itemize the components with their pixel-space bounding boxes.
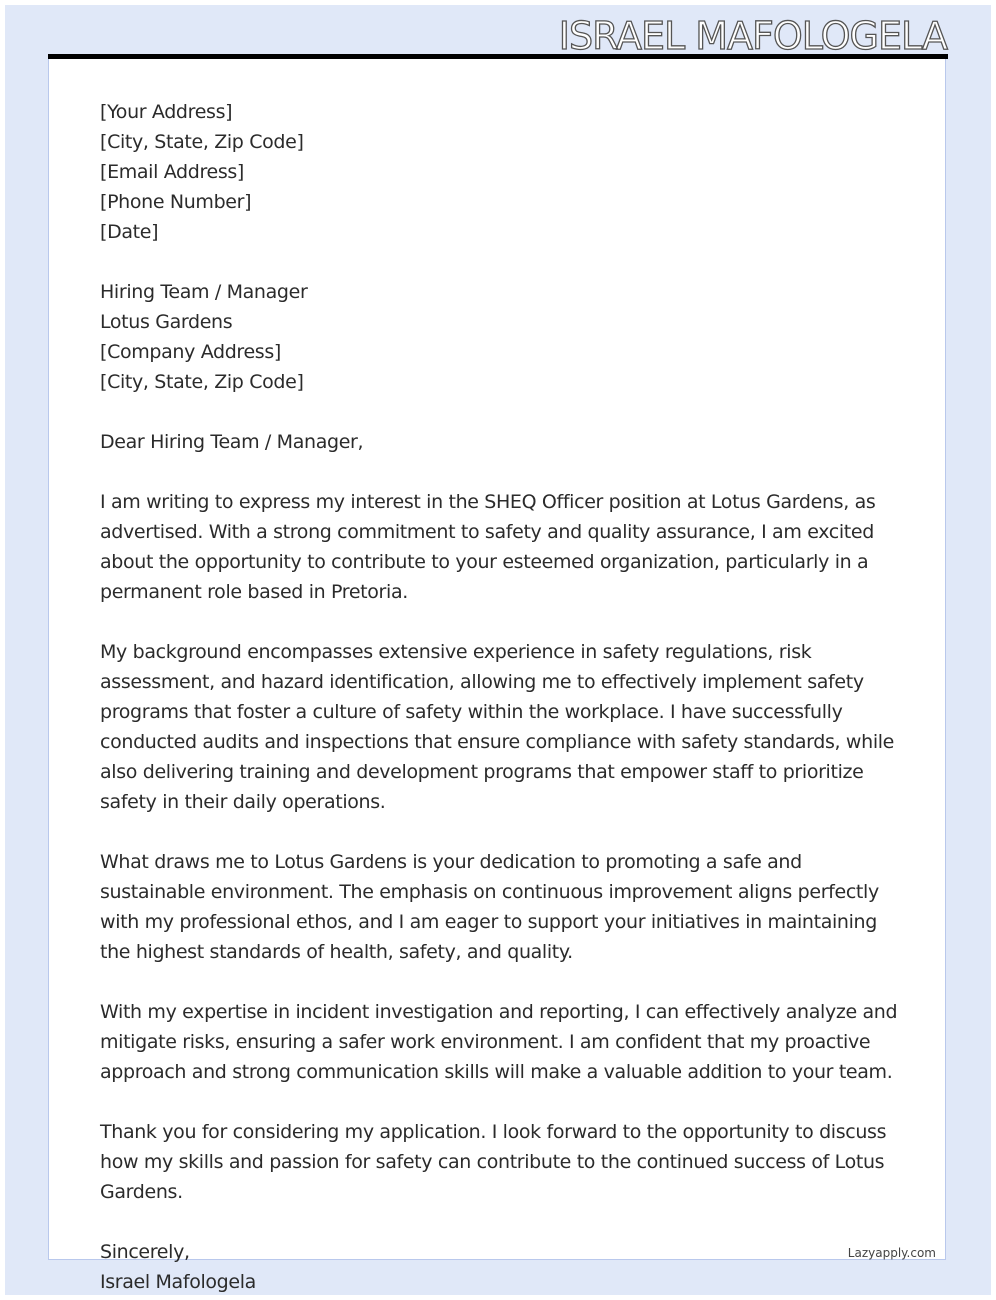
recipient-company: Lotus Gardens: [100, 311, 233, 333]
recipient-city: [City, State, Zip Code]: [100, 371, 304, 393]
letter-date: [Date]: [100, 221, 159, 243]
paragraph-intro: I am writing to express my interest in the SHEQ Officer position at Lotus Gardens, as advertised. With a strong commitment to safety and quality assurance, I am excited about the opportunity to contribute to your esteemed organization, particularly in a permanent role based in Pretoria.: [100, 491, 876, 603]
sender-email: [Email Address]: [100, 161, 244, 183]
sender-city: [City, State, Zip Code]: [100, 131, 304, 153]
paragraph-closing: Thank you for considering my application. I look forward to the opportunity to discuss how my skills and passion for safety can contribute to the continued success of Lotus Gardens.: [100, 1121, 887, 1203]
sender-block: [100, 97, 900, 247]
recipient-block: [100, 277, 900, 397]
signoff: Sincerely,: [100, 1241, 190, 1263]
cover-letter-body: [100, 97, 900, 1297]
watermark-text: Lazyapply.com: [847, 1246, 936, 1260]
salutation: Dear Hiring Team / Manager,: [100, 431, 364, 453]
sender-phone: [Phone Number]: [100, 191, 252, 213]
paragraph-background: My background encompasses extensive experience in safety regulations, risk assessment, and hazard identification, allowing me to effectively implement safety programs that foster a culture of safety within the workplace. I have successfully conducted audits and inspections that ensure compliance with safety standards, while also delivering training and development programs that empower staff to prioritize safety in their daily operations.: [100, 641, 895, 813]
applicant-name-heading: ISRAEL MAFOLOGELA: [558, 14, 947, 58]
sender-address: [Your Address]: [100, 101, 233, 123]
recipient-address: [Company Address]: [100, 341, 281, 363]
paragraph-expertise: With my expertise in incident investigation and reporting, I can effectively analyze and mitigate risks, ensuring a safer work environment. I am confident that my proactive approach and strong communication skills will make a valuable addition to your team.: [100, 1001, 898, 1083]
recipient-title: Hiring Team / Manager: [100, 281, 308, 303]
paragraph-motivation: What draws me to Lotus Gardens is your dedication to promoting a safe and sustainable environment. The emphasis on continuous improvement aligns perfectly with my professional ethos, and I am eager to support your initiatives in maintaining the highest standards of health, safety, and quality.: [100, 851, 879, 963]
signature-name: Israel Mafologela: [100, 1271, 256, 1293]
